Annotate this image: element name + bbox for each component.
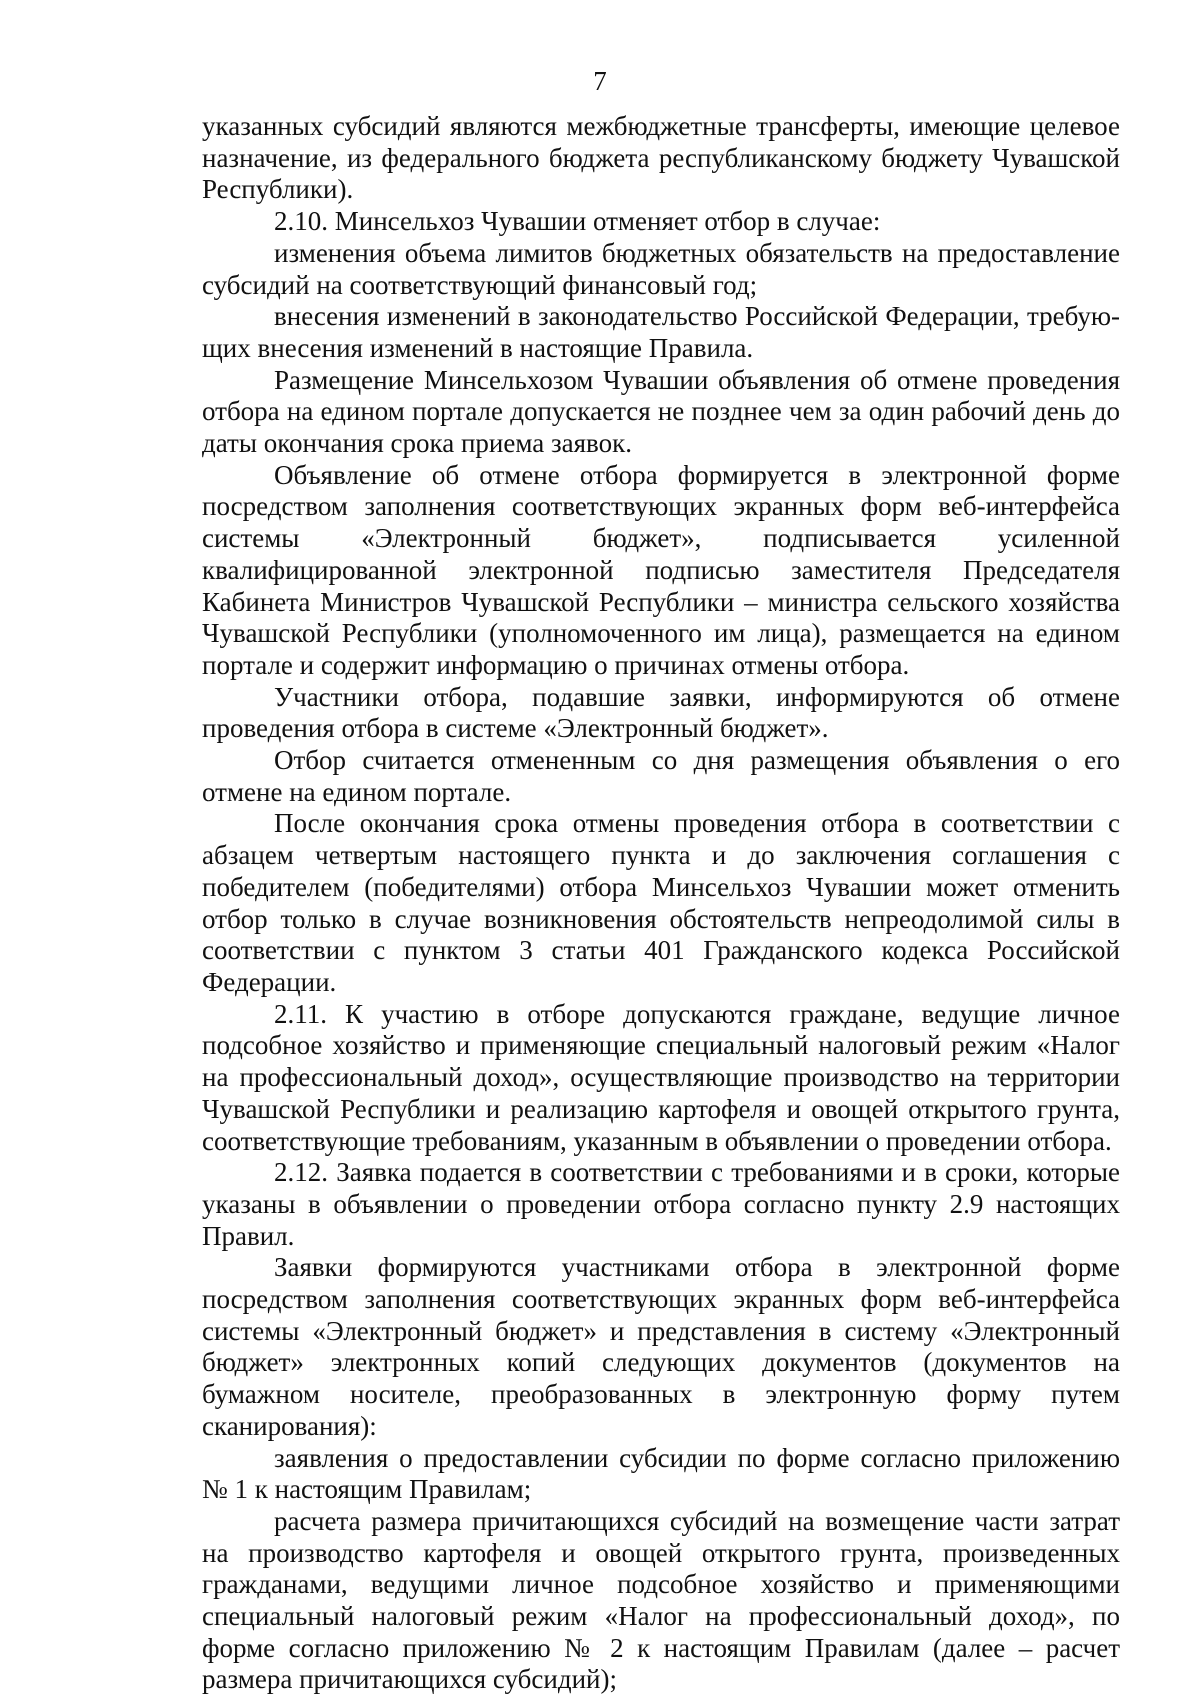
paragraph-2-12: 2.12. Заявка подается в соответствии с требованиями и в сроки, которые указаны в объявлении о проведении отбора согласно пункту 2.9 настоящих Правил. — [202, 1157, 1120, 1251]
paragraph-subsidy-calculation: расчета размера причитающихся субсидий на возмещение части затрат на производство картофеля и овощей открытого грунта, произведенных гражданами, ведущими личное подсобное хозяйство и применяющими специальный налоговый режим «Налог на профессиональный доход», по форме согласно приложению № 2 к настоящим Правилам (далее – расчет размера причитающихся субсидий); — [202, 1505, 1120, 1695]
paragraph-2-10: 2.10. Минсельхоз Чувашии отменяет отбор в случае: — [274, 206, 881, 237]
paragraph-cancellation-posting: Размещение Минсельхозом Чувашии объявления об отмене проведения отбора на едином портале допускается не позднее чем за один рабочий день до даты окончания срока приема заявок. — [202, 364, 1120, 459]
paragraph-cancellation-notice: Объявление об отмене отбора формируется в электронной форме посредством заполнения соответствующих экранных форм веб-интерфейса системы «Электронный бюджет», подписывается усиленной квалифицированной электронной подписью заместителя Председателя Кабинета Министров Чувашской Республики – министра сельского хозяйства Чувашской Республики (уполномоченного им лица), размещается на едином портале и содержит информацию о причинах отмены отбора. — [202, 459, 1120, 680]
document-body — [202, 111, 1120, 1696]
paragraph-legislation-change: внесения изменений в законодательство Российской Федерации, требующих внесения изменений в настоящие Правила. — [202, 301, 1120, 363]
page-number: 7 — [593, 66, 607, 96]
paragraph-limits-change: изменения объема лимитов бюджетных обязательств на предоставление субсидий на соответствующий финансовый год; — [202, 237, 1120, 300]
paragraph-continuation: указанных субсидий являются межбюджетные трансферты, имеющие целевое назначение, из федерального бюджета республиканскому бюджету Чувашской Республики). — [202, 111, 1120, 205]
paragraph-applications: Заявки формируются участниками отбора в электронной форме посредством заполнения соответствующих экранных форм веб-интерфейса системы «Электронный бюджет» и представления в систему «Электронный бюджет» электронных копий следующих документов (документов на бумажном носителе, преобразованных в электронную форму путем сканирования): — [202, 1252, 1120, 1441]
paragraph-force-majeure: После окончания срока отмены проведения отбора в соответствии с абзацем четвертым настоящего пункта и до заключения соглашения с победителем (победителями) отбора Минсельхоз Чувашии может отменить отбор только в случае возникновения обстоятельств непреодолимой силы в соответствии с пунктом 3 статьи 401 Гражданского кодекса Российской Федерации. — [202, 808, 1120, 997]
paragraph-application-form: заявления о предоставлении субсидии по форме согласно приложению № 1 к настоящим Правилам; — [202, 1442, 1120, 1505]
paragraph-cancellation-effective: Отбор считается отмененным со дня размещения объявления о его отмене на едином портале. — [202, 745, 1120, 807]
paragraph-participants-informed: Участники отбора, подавшие заявки, информируются об отмене проведения отбора в системе «Электронный бюджет». — [202, 681, 1120, 744]
paragraph-2-11: 2.11. К участию в отборе допускаются граждане, ведущие личное подсобное хозяйство и применяющие специальный налоговый режим «Налог на профессиональный доход», осуществляющие производство на территории Чувашской Республики и реализацию картофеля и овощей открытого грунта, соответствующие требованиям, указанным в объявлении о проведении отбора. — [202, 998, 1120, 1156]
